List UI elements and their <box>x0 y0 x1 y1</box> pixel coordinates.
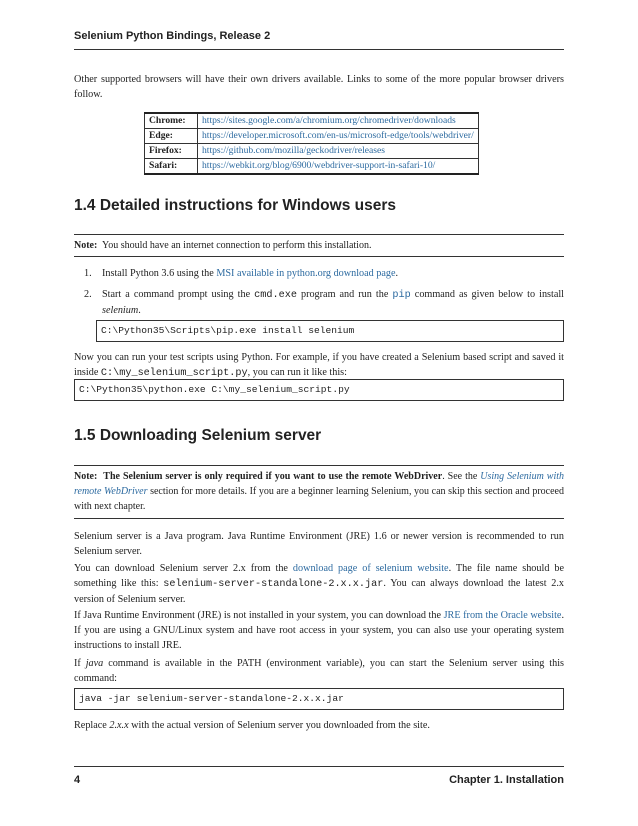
python-msi-link[interactable]: MSI available in python.org download page <box>216 268 396 279</box>
paragraph-text: If <box>74 658 86 669</box>
note-top-rule <box>74 465 564 466</box>
table-row <box>145 159 479 175</box>
python-run-code-block: C:\Python35\python.exe C:\my_selenium_script.py <box>74 379 564 401</box>
list-item <box>84 287 564 318</box>
note-label: Note: <box>74 240 98 251</box>
note-bottom-rule <box>74 518 564 519</box>
header-divider <box>74 49 564 50</box>
inline-code-script: C:\my_selenium_script.py <box>100 368 248 379</box>
note-text: You should have an internet connection to perform this installation. <box>101 240 372 251</box>
note-bottom-rule <box>74 256 564 257</box>
paragraph-text: You can download Selenium server 2.x from the <box>74 563 293 574</box>
selenium-download-link[interactable]: download page of selenium website <box>292 563 449 574</box>
table-row <box>145 129 479 144</box>
step-number: 1. <box>84 268 92 279</box>
pip-install-code-block: C:\Python35\Scripts\pip.exe install selenium <box>96 320 564 342</box>
chrome-driver-link[interactable]: https://sites.google.com/a/chromium.org/chromedriver/downloads <box>202 115 456 126</box>
browser-name: Safari: <box>145 159 198 175</box>
chapter-label: Chapter 1. Installation <box>449 774 564 786</box>
step-text: . <box>395 268 399 279</box>
remote-webdriver-link[interactable]: Using Selenium with remote WebDriver <box>74 471 565 497</box>
list-item <box>84 266 564 281</box>
safari-driver-link[interactable]: https://webkit.org/blog/6900/webdriver-support-in-safari-10/ <box>202 160 436 171</box>
note-server <box>74 469 564 514</box>
edge-driver-link[interactable]: https://developer.microsoft.com/en-us/microsoft-edge/tools/webdriver/ <box>202 130 474 141</box>
note-top-rule <box>74 234 564 235</box>
server-download-paragraph <box>74 561 564 607</box>
paragraph-text: , you can run it like this: <box>247 367 347 378</box>
step-text: Install Python 3.6 using the <box>102 268 217 279</box>
note-text: section for more details. If you are a beginner learning Selenium, you can skip this section and proceed with next chapter. <box>74 486 564 512</box>
paragraph-text: . The file name should be something like this: <box>74 563 565 589</box>
inline-code-pip: pip <box>392 290 411 301</box>
running-header: Selenium Python Bindings, Release 2 <box>74 30 271 42</box>
oracle-jre-link[interactable]: JRE from the Oracle website <box>443 610 562 621</box>
section-heading-server: 1.5 Downloading Selenium server <box>74 427 322 444</box>
step-text: command as given below to install <box>410 289 565 300</box>
java-jar-code-block: java -jar selenium-server-standalone-2.x.x.jar <box>74 688 564 710</box>
page-number: 4 <box>74 774 81 786</box>
intro-paragraph: Other supported browsers will have their own drivers available. Links to some of the more popular browser drivers follow. <box>74 74 564 100</box>
browser-name: Edge: <box>145 129 198 144</box>
paragraph-text: . If you are using a GNU/Linux system and have root access in your system, you can also use your operating system instructions to install JRE. <box>74 610 564 651</box>
firefox-driver-link[interactable]: https://github.com/mozilla/geckodriver/releases <box>202 145 386 156</box>
section-heading-windows: 1.4 Detailed instructions for Windows users <box>74 197 396 214</box>
jre-paragraph <box>74 608 564 653</box>
inline-code-cmd: cmd.exe <box>254 290 297 301</box>
emphasis-version: 2.x.x <box>109 720 129 731</box>
note-bold-text: The Selenium server is only required if you want to use the remote WebDriver <box>103 471 443 482</box>
paragraph-text: Replace <box>74 720 110 731</box>
replace-version-paragraph <box>74 718 564 733</box>
paragraph-text: If Java Runtime Environment (JRE) is not installed in your system, you can download the <box>74 610 444 621</box>
step-text: program and run the <box>296 289 393 300</box>
paragraph-text: command is available in the PATH (environment variable), you can start the Selenium server using this command: <box>74 658 564 684</box>
paragraph-text: Now you can run your test scripts using Python. For example, if you have created a Selenium based script and saved it inside <box>74 352 564 378</box>
paragraph-text: with the actual version of Selenium server you downloaded from the site. <box>128 720 430 731</box>
java-path-paragraph <box>74 656 564 686</box>
browser-name: Chrome: <box>145 113 198 129</box>
note-label: Note: <box>74 471 98 482</box>
emphasis-selenium: selenium <box>102 305 139 316</box>
step-text: Start a command prompt using the <box>102 289 255 300</box>
table-row <box>145 113 479 129</box>
note-text: . See the <box>442 471 481 482</box>
inline-code-jar: selenium-server-standalone-2.x.x.jar <box>163 579 384 590</box>
run-scripts-paragraph <box>74 350 564 381</box>
emphasis-java: java <box>85 658 104 669</box>
step-number: 2. <box>84 289 92 300</box>
note-internet <box>74 238 564 253</box>
browser-drivers-table <box>144 112 479 175</box>
table-row <box>145 144 479 159</box>
paragraph-text: . You can always download the latest 2.x version of Selenium server. <box>74 578 564 605</box>
server-java-paragraph: Selenium server is a Java program. Java Runtime Environment (JRE) 1.6 or newer version is recommended to run Selenium server. <box>74 531 564 557</box>
install-steps <box>84 266 564 318</box>
footer-divider <box>74 766 564 767</box>
browser-name: Firefox: <box>145 144 198 159</box>
step-text: . <box>138 305 141 316</box>
